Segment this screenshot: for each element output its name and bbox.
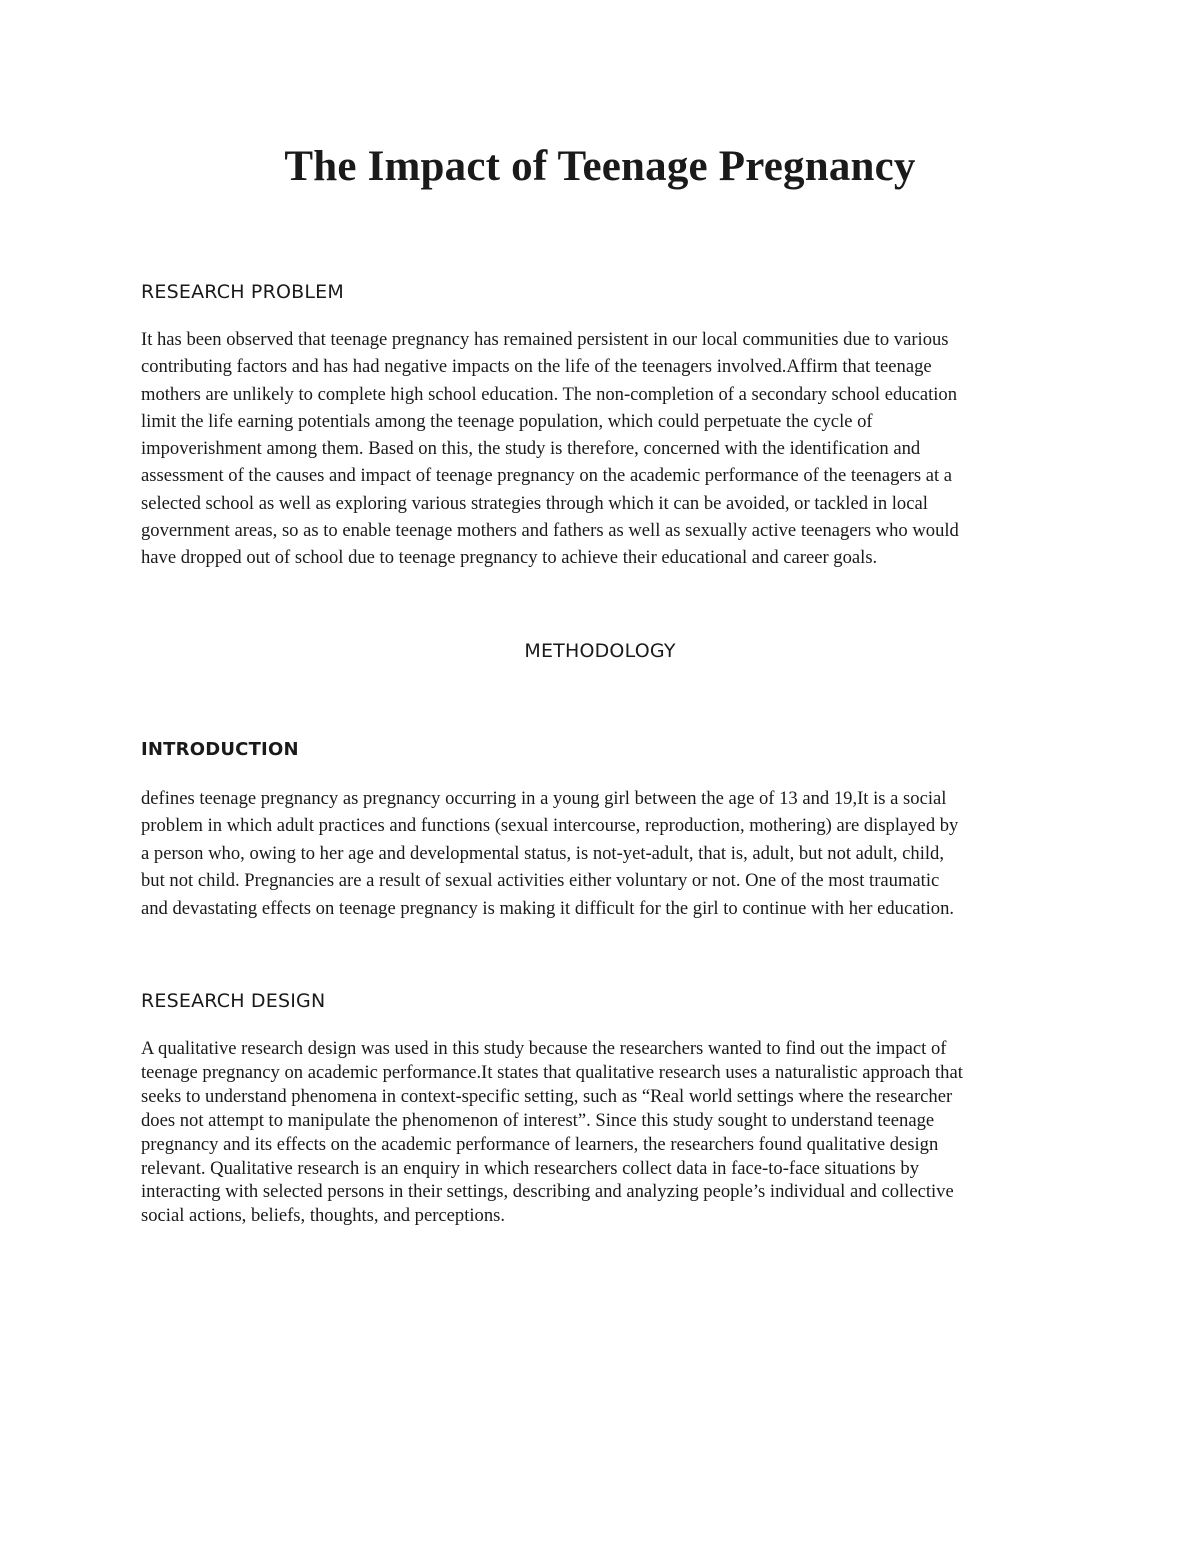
text-line: social actions, beliefs, thoughts, and perceptions. — [141, 1205, 506, 1227]
text-line: relevant. Qualitative research is an enquiry in which researchers collect data in face-to-face situations by — [141, 1157, 920, 1179]
paragraph-research-design — [141, 1037, 1061, 1228]
heading-research-design: RESEARCH DESIGN — [141, 990, 326, 1012]
text-line: mothers are unlikely to complete high school education. The non-completion of a secondary school education — [141, 383, 958, 405]
text-line: have dropped out of school due to teenage pregnancy to achieve their educational and career goals. — [141, 547, 878, 569]
text-line: but not child. Pregnancies are a result of sexual activities either voluntary or not. One of the most traumatic — [141, 870, 940, 892]
text-line: impoverishment among them. Based on this, the study is therefore, concerned with the identification and — [141, 438, 921, 460]
text-line: pregnancy and its effects on the academic performance of learners, the researchers found qualitative design — [141, 1133, 939, 1155]
text-line: teenage pregnancy on academic performance.It states that qualitative research uses a naturalistic approach that — [141, 1061, 963, 1083]
text-line: and devastating effects on teenage pregnancy is making it difficult for the girl to continue with her education. — [141, 897, 955, 919]
text-line: government areas, so as to enable teenage mothers and fathers as well as sexually active teenagers who would — [141, 520, 959, 542]
text-line: does not attempt to manipulate the phenomenon of interest”. Since this study sought to understand teenage — [141, 1109, 935, 1131]
text-line: limit the life earning potentials among the teenage population, which could perpetuate the cycle of — [141, 410, 873, 432]
paragraph-research-problem — [141, 326, 1061, 572]
heading-methodology: METHODOLOGY — [524, 640, 676, 662]
document-title: The Impact of Teenage Pregnancy — [284, 143, 916, 190]
text-line: defines teenage pregnancy as pregnancy occurring in a young girl between the age of 13 and 19,It is a social — [141, 788, 947, 809]
text-line: a person who, owing to her age and developmental status, is not-yet-adult, that is, adult, but not adult, child, — [141, 842, 944, 864]
text-line: selected school as well as exploring various strategies through which it can be avoided, or tackled in local — [141, 492, 928, 514]
text-line: A qualitative research design was used in this study because the researchers wanted to find out the impact of — [141, 1038, 947, 1059]
text-line: problem in which adult practices and functions (sexual intercourse, reproduction, mothering) are displayed by — [141, 815, 959, 837]
heading-research-problem: RESEARCH PROBLEM — [141, 281, 344, 303]
text-line: interacting with selected persons in their settings, describing and analyzing people’s individual and collective — [141, 1181, 954, 1203]
text-line: contributing factors and has had negative impacts on the life of the teenagers involved.Affirm that teenage — [141, 356, 932, 378]
heading-introduction: INTRODUCTION — [141, 739, 299, 760]
text-line: assessment of the causes and impact of teenage pregnancy on the academic performance of the teenagers at a — [141, 465, 953, 487]
text-line: It has been observed that teenage pregnancy has remained persistent in our local communities due to various — [141, 329, 949, 350]
paragraph-introduction — [141, 785, 1061, 922]
text-line: seeks to understand phenomena in context-specific setting, such as “Real world settings where the researcher — [141, 1085, 953, 1107]
